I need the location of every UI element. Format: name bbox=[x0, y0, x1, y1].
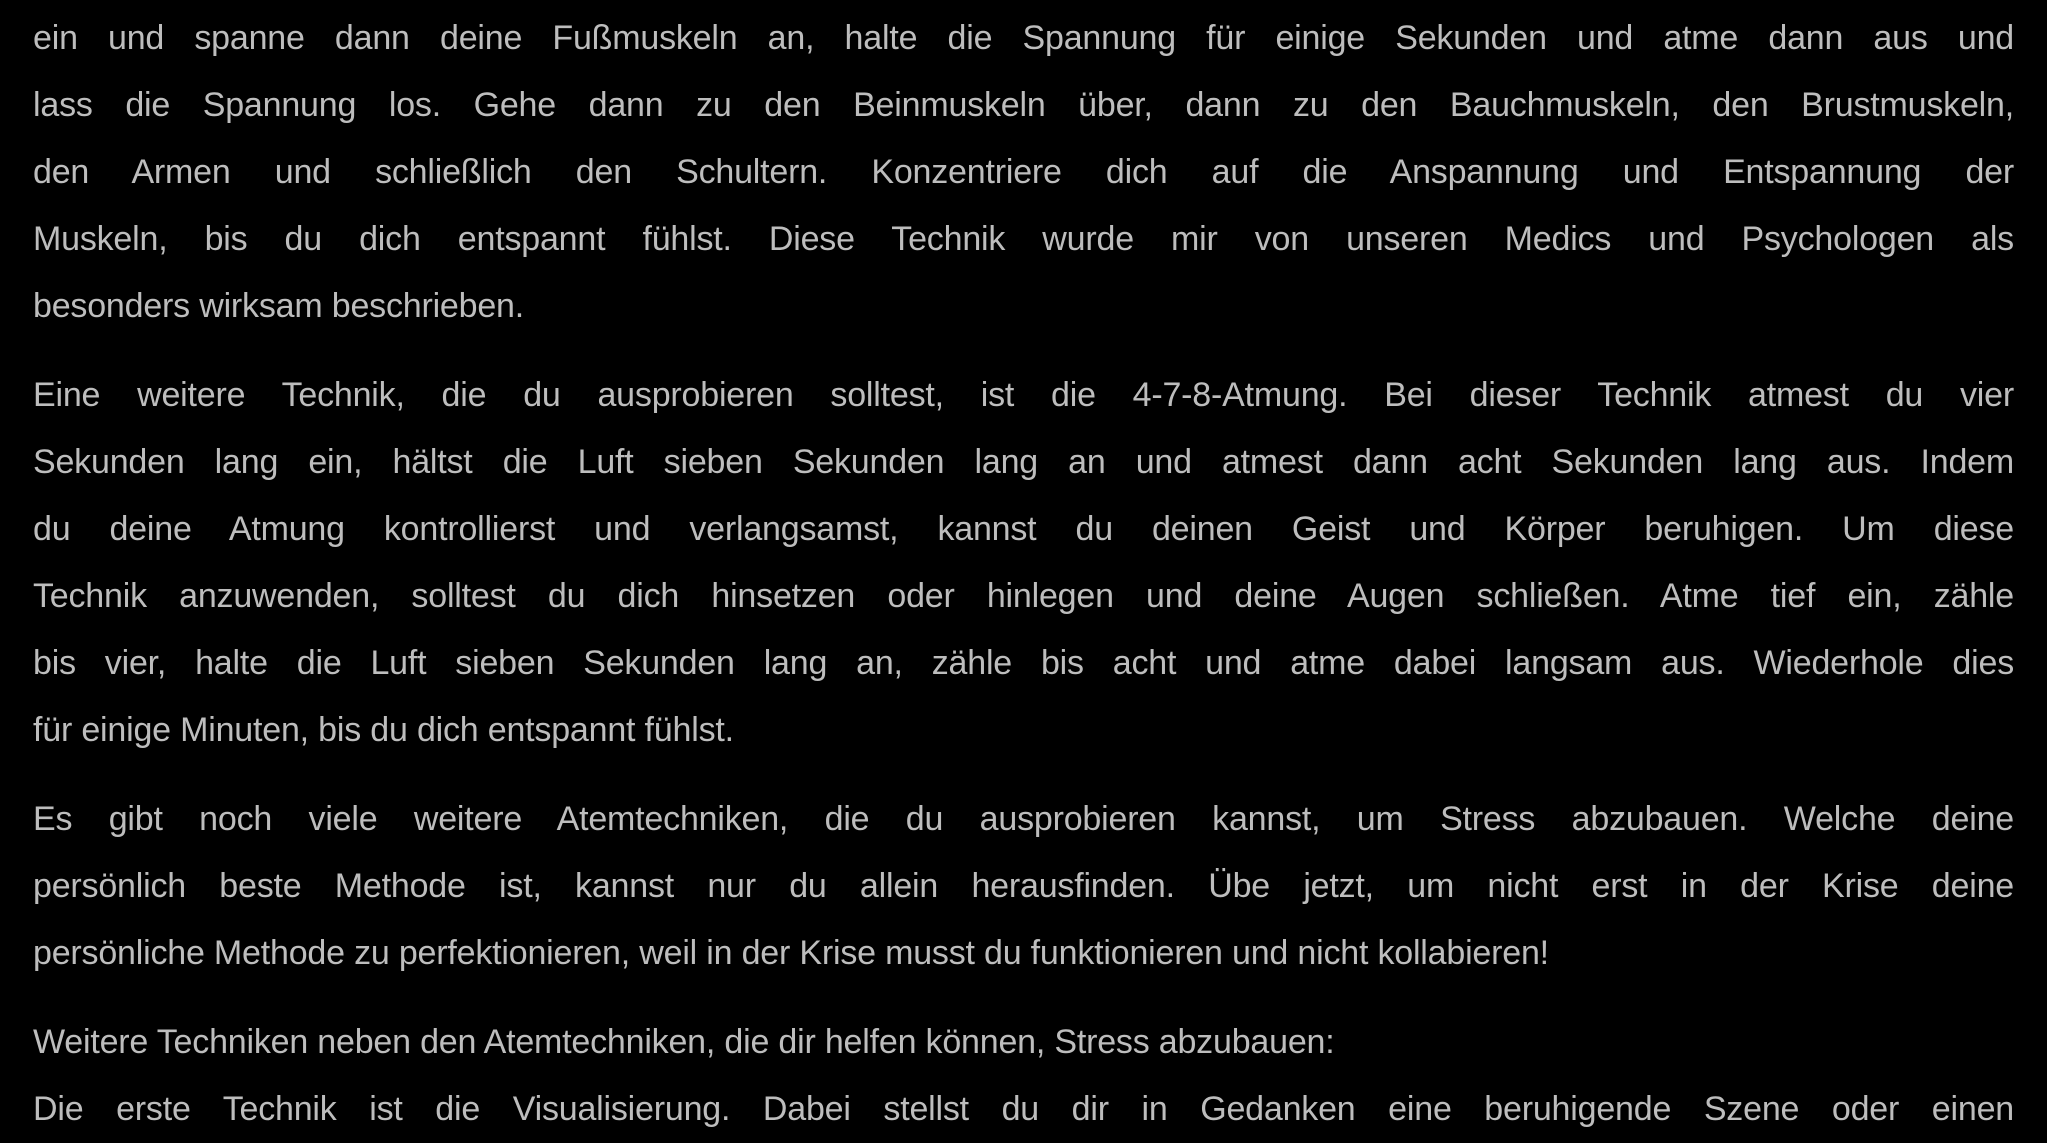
text-line: für einige Minuten, bis du dich entspannt fühlst. bbox=[33, 711, 734, 749]
text-line: besonders wirksam beschrieben. bbox=[33, 287, 525, 325]
paragraph bbox=[33, 362, 2014, 764]
paragraph bbox=[33, 786, 2014, 987]
text-line: Muskeln, bis du dich entspannt fühlst. Diese Technik wurde mir von unseren Medics und Psychologen als bbox=[33, 220, 2014, 258]
paragraph bbox=[33, 5, 2014, 340]
text-line: Es gibt noch viele weitere Atemtechniken, die du ausprobieren kannst, um Stress abzubauen. Welche deine bbox=[33, 800, 2014, 838]
text-line: persönliche Methode zu perfektionieren, weil in der Krise musst du funktionieren und nicht kollabieren! bbox=[33, 934, 1549, 972]
text-line: lass die Spannung los. Gehe dann zu den Beinmuskeln über, dann zu den Bauchmuskeln, den Brustmuskeln, bbox=[33, 86, 2014, 124]
text-line: bis vier, halte die Luft sieben Sekunden lang an, zähle bis acht und atme dabei langsam aus. Wiederhole dies bbox=[33, 644, 2014, 682]
text-line: Weitere Techniken neben den Atemtechniken, die dir helfen können, Stress abzubauen: bbox=[33, 1023, 1335, 1061]
text-line: Eine weitere Technik, die du ausprobieren solltest, ist die 4-7-8-Atmung. Bei dieser Technik atmest du vier bbox=[33, 376, 2014, 414]
page-text-column bbox=[33, 5, 2014, 1143]
text-line: persönlich beste Methode ist, kannst nur du allein herausfinden. Übe jetzt, um nicht erst in der Krise deine bbox=[33, 867, 2014, 905]
paragraph bbox=[33, 1009, 2014, 1076]
text-line: ein und spanne dann deine Fußmuskeln an, halte die Spannung für einige Sekunden und atme dann aus und bbox=[33, 19, 2014, 57]
text-line: Die erste Technik ist die Visualisierung. Dabei stellst du dir in Gedanken eine beruhigende Szene oder einen bbox=[33, 1090, 2014, 1128]
text-line: Sekunden lang ein, hältst die Luft sieben Sekunden lang an und atmest dann acht Sekunden lang aus. Indem bbox=[33, 443, 2014, 481]
paragraph bbox=[33, 1076, 2014, 1143]
text-line: du deine Atmung kontrollierst und verlangsamst, kannst du deinen Geist und Körper beruhigen. Um diese bbox=[33, 510, 2014, 548]
text-line: den Armen und schließlich den Schultern. Konzentriere dich auf die Anspannung und Entspannung der bbox=[33, 153, 2014, 191]
text-line: Technik anzuwenden, solltest du dich hinsetzen oder hinlegen und deine Augen schließen. Atme tief ein, zähle bbox=[33, 577, 2014, 615]
